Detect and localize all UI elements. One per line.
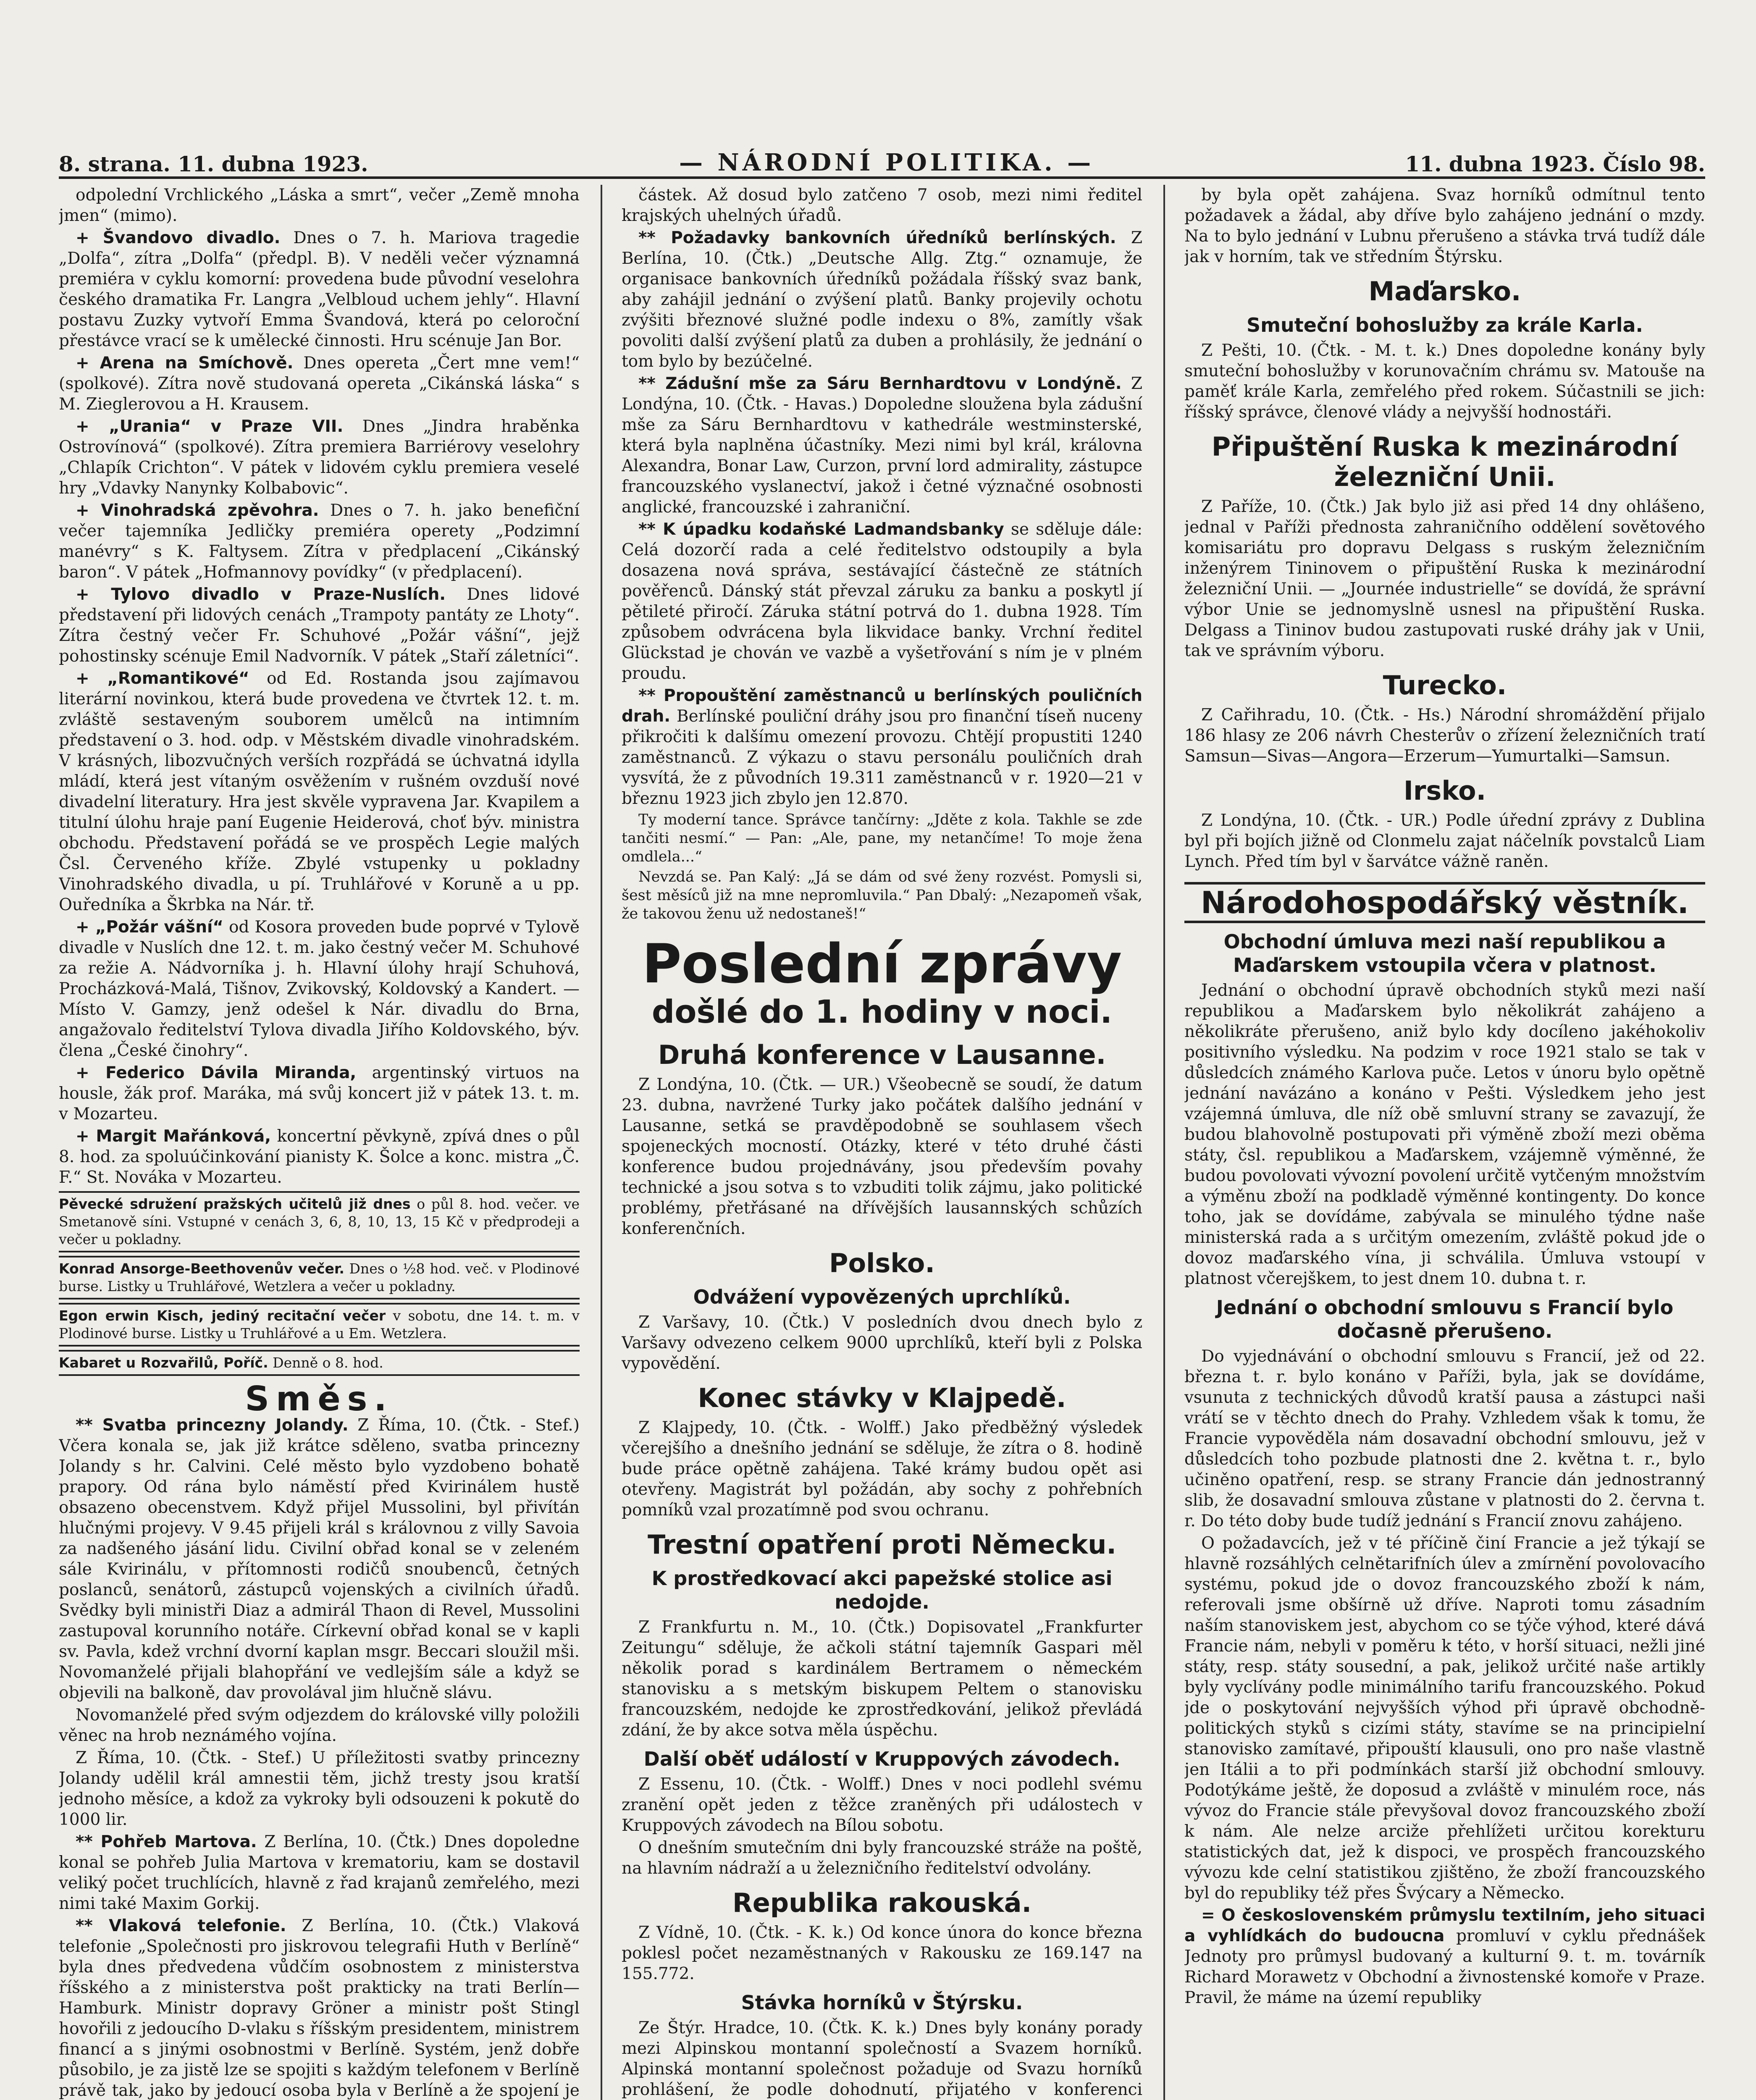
article-paragraph: Z Říma, 10. (Čtk. - Stef.) U příležitosti svatby princezny Jolandy udělil král amnestii těm, jichž tresty jsou kratší jednoho měsíce, a kdož za vykroky byli odsouzeni k pokutě do 1000 lir. <box>59 1748 580 1829</box>
advertisement <box>59 1256 580 1299</box>
article-paragraph <box>622 519 1142 684</box>
article-subheading: Jednání o obchodní smlouvu s Francií bylo dočasně přerušeno. <box>1216 1296 1674 1342</box>
article-paragraph: Z Frankfurtu n. M., 10. (Čtk.) Dopisovatel „Frankfurter Zeitungu“ sděluje, že ačkoli státní tajemník Gaspari měl několik porad s kardinálem Bertramem o německém stanovisku a s metským biskupem Peltem o stanovisku francouzském, nedojde ke zprostředkování, jelikož převládá zdání, že by akce sotva měla úspěchu. <box>622 1618 1142 1740</box>
article-paragraph: Z Londýna, 10. (Čtk. — UR.) Všeobecně se soudí, že datum 23. dubna, navržené Turky jako počátek dalšího jednání v Lausanne, setká se pravděpodobně se souhlasem všech spojeneckých mocností. Otázky, které v této druhé části konference budou projednávány, jsou především povahy technické a jsou sotva s to vzbuditi tolik zájmu, jako politické problémy, přetřásané na dřívějších lausannských schůzích konferenčních. <box>622 1075 1142 1238</box>
article-paragraph: Z Vídně, 10. (Čtk. - K. k.) Od konce února do konce března poklesl počet nezaměstnaných v Rakousku ze 169.147 na 155.772. <box>622 1923 1142 1983</box>
article-paragraph <box>59 1916 580 2100</box>
article-paragraph <box>59 353 580 415</box>
section-heading: Směs. <box>245 1379 394 1418</box>
article-lead: + Federico Dávila Miranda, <box>76 1063 357 1082</box>
article-text: od Ed. Rostanda jsou zajímavou literární novinkou, která bude provedena ve čtvrtek 12. t. m. zvláště sestaveným souborem umělců na intimním představení o 3. hod. odp. v Městském divadle vinohradském. V krásných, libozvučných verších rozpřádá se úchvatná idylla mládí, která jest vítaným osvěžením v rušném ovzduší nové divadelní literatury. Hra jest skvěle vypravena Jar. Kvapilem a titulní úlohu hraje paní Eugenie Heiderová, choť býv. ministra obchodu. Představení pořádá se ve prospěch Legie malých Čsl. Červeného kříže. Zbylé vstupenky u pokladny Vinohradského divadla, u pí. Truhlářové v Koruně a u pp. Ouředníka a Škrbka na Nár. tř. <box>59 669 580 914</box>
article-paragraph <box>59 500 580 583</box>
article-paragraph <box>59 1126 580 1188</box>
article-lead: ** Vlaková telefonie. <box>76 1916 286 1935</box>
article-heading: Konec stávky v Klajpedě. <box>698 1383 1066 1413</box>
article-lead: ** K úpadku kodaňské Ladmandsbanky <box>638 520 1004 539</box>
article-subheading: Další oběť událostí v Kruppových závodech. <box>643 1748 1121 1770</box>
article-paragraph: Z Varšavy, 10. (Čtk.) V posledních dvou dnech bylo z Varšavy odvezeno celkem 9000 uprchlíků, kteří byli z Polska vypovědění. <box>622 1313 1142 1373</box>
article-paragraph <box>59 668 580 915</box>
article-paragraph: Z Klajpedy, 10. (Čtk. - Wolff.) Jako předběžný výsledek včerejšího a dnešního jednání se sděluje, že zítra o 8. hodině bude práce opětně zahájena. Také krámy budou opět asi otevřeny. Magistrát byl požádán, aby sochy z pohřebních pomníků vzal prozatímně pod svou ochranu. <box>622 1418 1142 1520</box>
column-1 <box>59 185 580 2100</box>
article-paragraph: by byla opět zahájena. Svaz horníků odmítnul tento požadavek a žádal, aby dříve bylo zahájeno jednání o mzdy. Na to bylo jednání v Lubnu přerušeno a stávka trvá tudíž dále jak v horním, tak ve středním Štýrsku. <box>1184 186 1705 266</box>
masthead <box>59 143 1705 179</box>
article-lead: ** Svatba princezny Jolandy. <box>76 1416 349 1435</box>
article-lead: + „Romantikové“ <box>76 669 249 688</box>
advertisement <box>59 1191 580 1252</box>
article-subheading: Obchodní úmluva mezi naší republikou a Maďarskem vstoupila včera v platnost. <box>1223 930 1666 976</box>
article-text: argentinský virtuos na housle, žák prof. Maráka, má svůj koncert již v pátek 13. t. m. v Mozarteu. <box>59 1063 580 1124</box>
article-text: Dnes opereta „Čert mne vem!“ (spolkové). Zítra nově studovaná opereta „Cikánská láska“ s M. Zieglerovou a H. Krausem. <box>59 354 580 414</box>
article-paragraph <box>59 917 580 1061</box>
article-paragraph: Z Paříže, 10. (Čtk.) Jak bylo již asi před 14 dny ohlášeno, jednal v Paříži přednosta zahraničního oddělení sovětového komisariátu pro dopravu Delgass s ruským železničním inženýrem Tininovem o připuštění Ruska k mezinárodní železniční Unii. — „Journée industrielle“ se dovídá, že správní výbor Unie se jednomyslně usnesl na připuštění Ruska. Delgass a Tininov budou zastupovati ruské dráhy jak v Unii, tak ve správním výboru. <box>1184 497 1705 660</box>
ad-text: Dnes o ½8 hod. več. v Plodinové burse. Listky u Truhlářové, Wetzlera a večer u pokladny. <box>59 1260 580 1294</box>
article-lead: + Švandovo divadlo. <box>76 228 281 247</box>
ad-text: o půl 8. hod. večer. ve Smetanově síni. Vstupné v cenách 3, 6, 8, 10, 13, 15 Kč v předprodeji a večer u pokladny. <box>59 1196 580 1247</box>
advertisement <box>59 1350 580 1376</box>
article-paragraph <box>59 416 580 499</box>
article-lead: + Vinohradská zpěvohra. <box>76 501 319 520</box>
article-lead: ** Pohřeb Martova. <box>76 1832 257 1851</box>
article-heading: Polsko. <box>829 1248 935 1278</box>
economic-section-heading: Národohospodářský věstník. <box>1184 882 1705 923</box>
article-paragraph: O požadavcích, jež v té příčině činí Francie a jež týkají se hlavně rozsáhlých celnětarifních úlev a zmírnění povolovacího systému, pokud jde o dovoz francouzského zboží k nám, referovali jsme obšírně už dříve. Naproti tomu zásadním naším stanoviskem jest, abychom co se týče výhod, které dává Francie nám, nebyli v poměru k této, v horší situaci, nežli jiné státy, resp. státy sousední, a pak, jelikož určité naše artikly byly vyclívány podle minimálního tarifu francouzského. Pokud jde o poskytování nejvyšších výhod při úpravě obchodně-politických styků s cizími státy, stavíme se na principielní stanovisko zamítavé, připouští klausuli, ono pro naše vlastně jen Itálii a to při podmínkách starší již obchodní smlouvy. Podotýkáme ještě, že doposud a zvláště v minulém roce, nás vývoz do Francie stále převyšoval dovoz francouzského zboží k nám. Ale nelze arciže přehlížeti určitou korekturu statistických dat, jež k dispoci, ve prospěch francouzského vývozu kde celní statistikou zjištěno, že zboží francouzského byl do republiky též přes Švýcary a Německo. <box>1184 1534 1705 1903</box>
article-paragraph <box>59 584 580 667</box>
column-divider <box>1163 185 1165 2100</box>
article-paragraph: Jednání o obchodní úpravě obchodních styků mezi naší republikou a Maďarskem bylo několikrát zahájeno a několikráte přerušeno, aniž bylo kdy docíleno jakéhokoliv positivního výsledku. Na podzim v roce 1921 stalo se tak v důsledcích známého Karlova puče. Letos v únoru bylo opětně jednání navázáno a konáno v Pešti. Výsledkem jeho jest vzájemná úmluva, dle níž obě smluvní strany se zavazují, že budou blahovolně postupovati při výměně zboží mezi oběma státy, čsl. republikou a Maďarskem, vzájemně výměnné, že budou povolovati vývozní povolení určitě vytčeným množstvím a výměnu zboží na podkladě výměnné kontingenty. Do konce toho, jak se dovídáme, zabývala se minulého týdne naše ministerská rada a s určitým omezením, zvláště pokud jde o dovoz maďarského vína, ji schválila. Úmluva vstoupí v platnost včerejškem, to jest dnem 10. dubna t. r. <box>1184 981 1705 1288</box>
joke-paragraph: Ty moderní tance. Správce tančírny: „Jděte z kola. Takhle se zde tančiti nesmí.“ — Pan: „Ale, pane, my netančíme! To moje žena omdlela...“ <box>622 811 1142 865</box>
column-2 <box>622 185 1142 2100</box>
article-text: se sděluje dále: Celá dozorčí rada a celé ředitelstvo odstoupily a byla dosazena nová správa, sestávající částečně ze státních pověřenců. Dánský stát převzal záruku za banku a poskytl jí pětileté přiročí. Záruka státní potrvá do 1. dubna 1928. Tím způsobem odvrácena byla likvidace banky. Vrchní ředitel Glückstad je chován ve vazbě a vyšetřování s ním je v plném proudu. <box>622 520 1142 683</box>
joke-paragraph: Nevzdá se. Pan Kalý: „Já se dám od své ženy rozvést. Pomysli si, šest měsíců již na mne nepromluvila.“ Pan Dbalý: „Nezapomeň však, že takovou ženu už nedostaneš!“ <box>622 869 1142 922</box>
article-paragraph: částek. Až dosud bylo zatčeno 7 osob, mezi nimi ředitel krajských uhelných úřadů. <box>622 186 1142 225</box>
article-heading: Maďarsko. <box>1368 276 1521 307</box>
article-text: Dnes o 7. h. Mariova tragedie „Dolfa“, zítra „Dolfa“ (předpl. B). V neděli večer významná premiéra v cyklu komorní: provedena bude původní veselohra českého dramatika Fr. Langra „Velbloud uchem jehly“. Hlavní postavu Zuzky vytvoří Emma Švandová, která po celoroční přestávce vrací se k umělecké činnosti. Hru scénuje Jan Bor. <box>59 228 580 350</box>
article-text: Dnes „Jindra hraběnka Ostrovínová“ (spolkové). Zítra premiera Barriérovy veselohry „Chlapík Crichton“. V pátek v lidovém cyklu premiera veselé hry „Vdavky Nanynky Kolbabovic“. <box>59 417 580 498</box>
article-text: Z Berlína, 10. (Čtk.) „Deutsche Allg. Ztg.“ oznamuje, že organisace bankovních úředníků požádala říšský svaz bank, aby zahájil jednání o zvýšení platů. Banky projevily ochotu zvýšiti březnové služné podle indexu o 8%, zamítly však povoliti další zvýšení platů za duben a prohlásily, že jednání o tom bylo by bezúčelné. <box>622 228 1142 371</box>
article-lead: ** Propouštění zaměstnanců u berlínských pouličních drah. <box>622 686 1142 726</box>
article-text: Dnes lidové představení při lidových cenách „Trampoty pantáty ze Lhoty“. Zítra čestný večer Fr. Schuhové „Požár vášní“, jejž pohostinsky scénuje Emil Nadvorník. V pátek „Staří záletníci“. <box>59 585 580 666</box>
article-lead: ** Zádušní mše za Sáru Bernhardtovu v Londýně. <box>638 374 1122 393</box>
ad-title: Egon erwin Kisch, jediný recitační večer <box>59 1307 386 1324</box>
article-text: od Kosora proveden bude poprvé v Tylově divadle v Nuslích dne 12. t. m. jako čestný večer M. Schuhové za režie A. Nádvorníka j. h. Hlavní úlohy hrají Schuhová, Procházková-Malá, Tišnov, Zvikovský, Koldovský a Kandert. — Místo V. Gamzy, jenž odešel k Nár. divadlu do Brna, angažovalo ředitelství Tylova divadla Jiřího Koldovského, býv. člena „České činohry“. <box>59 918 580 1060</box>
article-subheading: Smuteční bohoslužby za krále Karla. <box>1246 314 1643 336</box>
newspaper-title: — NÁRODNÍ POLITIKA. — <box>679 149 1095 176</box>
article-text: Z Berlína, 10. (Čtk.) Dnes dopoledne konal se pohřeb Julia Martova v krematoriu, kam se dostavil veliký počet truchlících, hlavně z řad krajanů zemřelého, mezi nimi také Maxim Gorkij. <box>59 1832 580 1913</box>
article-heading: Trestní opatření proti Německu. <box>648 1529 1116 1560</box>
ad-text: Denně o 8. hod. <box>273 1354 383 1371</box>
article-paragraph: O dnešním smutečním dni byly francouzské stráže na poště, na hlavním nádraží a u železničního ředitelství odvolány. <box>622 1838 1142 1878</box>
article-lead: + Tylovo divadlo v Praze-Nuslích. <box>76 585 446 604</box>
article-text: Dnes o 7. h. jako benefiční večer tajemníka Jedličky premiéra operety „Podzimní manévry“ s K. Faltysem. Zítra v předplacení „Cikánský baron“. V pátek „Hofmannovy povídky“ (v předplacení). <box>59 501 580 582</box>
article-paragraph <box>59 228 580 351</box>
article-paragraph <box>59 1832 580 1914</box>
article-lead: + „Požár vášní“ <box>76 918 223 937</box>
ad-title: Konrad Ansorge-Beethovenův večer. <box>59 1260 344 1277</box>
ad-title: Pěvecké sdružení pražských učitelů již dnes <box>59 1196 411 1212</box>
article-paragraph: Do vyjednávání o obchodní smlouvu s Francií, jež od 22. března t. r. bylo konáno v Paříži, byla, jak se dovídáme, vsunuta z technických důvodů kratší pausa a zástupci naši vrátí se v těchto dnech do Prahy. Vzhledem však k tomu, že Francie vypověděla nám dosavadní obchodní smlouvu, jež v důsledcích toho pozbude platnosti dne 2. května t. r., bylo učiněno opatření, resp. se strany Francie dán jednostranný slib, že dosavadní smlouva zůstane v platnosti do 2. června t. r. Do této doby bude tudíž jednání s Francií znovu zahájeno. <box>1184 1347 1705 1530</box>
article-paragraph: odpolední Vrchlického „Láska a smrt“, večer „Země mnoha jmen“ (mimo). <box>59 186 580 225</box>
article-text: koncertní pěvkyně, zpívá dnes o půl 8. hod. za spoluúčinkování pianisty K. Šolce a konc. mistra „Č. F.“ St. Nováka v Mozarteu. <box>59 1127 580 1187</box>
article-paragraph: Z Essenu, 10. (Čtk. - Wolff.) Dnes v noci podlehl svému zranění opět jeden z těžce zraněných při událostech v Kruppových závodech na Bílou sobotu. <box>622 1775 1142 1835</box>
article-lead: = O československém průmyslu textilním, jeho situaci a vyhlídkách do budoucna <box>1184 1906 1705 1945</box>
article-paragraph <box>622 228 1142 372</box>
column-divider <box>601 185 602 2100</box>
article-paragraph <box>59 1063 580 1124</box>
article-heading: Připuštění Ruska k mezinárodní železniční Unii. <box>1211 431 1678 492</box>
article-lead: + Arena na Smíchově. <box>76 354 294 373</box>
article-paragraph <box>59 1415 580 1703</box>
late-news-subheading: došlé do 1. hodiny v noci. <box>651 993 1113 1030</box>
ad-text: v sobotu, dne 14. t. m. v Plodinové burse. Listky u Truhlářové a u Em. Wetzlera. <box>59 1307 580 1341</box>
article-paragraph: Z Cařihradu, 10. (Čtk. - Hs.) Národní shromáždění přijalo 186 hlasy ze 206 návrh Chesterův o zřízení železničních tratí Samsun—Sivas—Angora—Erzerum—Yumurtalki—Samsun. <box>1184 706 1705 766</box>
article-subheading: Stávka horníků v Štýrsku. <box>741 1991 1023 2014</box>
article-subheading: K prostředkovací akci papežské stolice asi nedojde. <box>651 1567 1113 1613</box>
article-text: Z Berlína, 10. (Čtk.) Vlaková telefonie „Společnosti pro jiskrovou telegrafii Huth v Berlíně“ byla dnes předvedena vůdčím osobnostem z ministerstva říšského a z ministerstva pošt prakticky na trati Berlín—Hamburk. Ministr dopravy Gröner a ministr pošt Stingl hovořili z jedoucího D-vlaku s říšským presidentem, ministrem financí a s jinými osobnostmi v Berlíně. Systém, jenž dobře působilo, je za jistě lze se spojiti s každým telefonem v Berlíně právě tak, jako by jedoucí osoba byla v Berlíně a že spojení je <box>59 1916 580 2100</box>
ad-title: Kabaret u Rozvařilů, Poříč. <box>59 1354 268 1371</box>
article-heading: Republika rakouská. <box>732 1887 1032 1918</box>
article-text: Z Londýna, 10. (Čtk. - Havas.) Dopoledne sloužena byla zádušní mše za Sáru Bernhardtovu v kathedrále westminsterské, která byla naplněna účastníky. Mezi nimi byl král, královna Alexandra, Bonar Law, Curzon, první lord admirality, zástupce francouzského vyslanectví, jakož i četné význačné osobnosti anglické, francouzské i zahraniční. <box>622 374 1142 517</box>
article-lead: ** Požadavky bankovních úředníků berlínských. <box>638 228 1116 247</box>
article-text: Z Říma, 10. (Čtk. - Stef.) Včera konala se, jak již krátce sděleno, svatba princezny Jolandy s hr. Calvini. Celé město bylo vyzdobeno bohatě prapory. Od rána bylo náměstí před Kvirinálem hustě obsazeno obecenstvem. Když přijel Mussolini, byl přivítán hlučnými projevy. V 9.45 přijeli král s královnou z villy Savoia za nadšeného jásání lidu. Civilní obřad konal se v zeleném sále Kvirinálu, v přítomnosti rodičů snoubenců, četných poslanců, senátorů, zástupců vojenských a civilních úřadů. Svědky byli ministři Diaz a admirál Thaon di Revel, Mussolini zastupoval korunního notáře. Církevní obřad konal se v kapli sv. Pavla, kdež vrchní dvorní kaplan msgr. Beccari sloužil mši. Novomanželé přijali blahopřání ve vedlejším sále a když se objevili na balkoně, dav provolával jim hlučně slávu. <box>59 1416 580 1702</box>
page-number-date: 8. strana. 11. dubna 1923. <box>59 152 368 176</box>
late-news-heading: Poslední zprávy <box>642 933 1122 995</box>
article-paragraph <box>622 373 1142 517</box>
issue-number: 11. dubna 1923. Číslo 98. <box>1405 152 1705 176</box>
article-paragraph: Z Londýna, 10. (Čtk. - UR.) Podle úřední zprávy z Dublina byl při bojích jižně od Clonmelu zajat náčelník povstalců Liam Lynch. Před tím byl v šarvátce vážně raněn. <box>1184 811 1705 871</box>
article-lead: + „Urania“ v Praze VII. <box>76 417 344 436</box>
article-paragraph <box>622 685 1142 809</box>
article-paragraph <box>1184 1905 1705 2008</box>
article-lead: + Margit Mařánková, <box>76 1127 271 1146</box>
article-paragraph: Ze Štýr. Hradce, 10. (Čtk. K. k.) Dnes byly konány porady mezi Alpinskou montanní společností a Svazem horníků. Alpinská montanní společnost požaduje od Svazu horníků prohlášení, že podle dohodnutí, přijatého v konferenci <box>622 2019 1142 2099</box>
advertisement <box>59 1303 580 1347</box>
article-text: promluví v cyklu přednášek Jednoty pro průmysl budovaný a kulturní 9. t. m. továrník Richard Morawetz v Obchodní a živnostenské komoře v Praze. Pravil, že máme na území republiky <box>1184 1927 1705 2007</box>
article-heading: Druhá konference v Lausanne. <box>658 1040 1106 1070</box>
article-text: Berlínské pouliční dráhy jsou pro finanční tíseň nuceny přikročiti k dalšímu omezení provozu. Chtějí propustiti 1240 zaměstnanců. Z výkazu o stavu personálu pouličních drah vysvítá, že z původních 19.311 zaměstnanců v r. 1920—21 v březnu 1923 jich zbylo jen 12.870. <box>622 707 1142 808</box>
article-subheading: Odvážení vypovězených uprchlíků. <box>693 1286 1071 1308</box>
article-heading: Irsko. <box>1403 775 1486 806</box>
article-paragraph: Z Pešti, 10. (Čtk. - M. t. k.) Dnes dopoledne konány byly smuteční bohoslužby v korunovačním chrámu sv. Matouše na paměť krále Karla, zemřelého před rokem. Súčastnili se jich: říšský správce, členové vlády a nejvyšší hodnostáři. <box>1184 341 1705 422</box>
article-paragraph: Novomanželé před svým odjezdem do královské villy položili věnec na hrob neznámého vojína. <box>59 1706 580 1745</box>
article-heading: Turecko. <box>1383 670 1507 701</box>
column-3 <box>1184 185 1705 2100</box>
